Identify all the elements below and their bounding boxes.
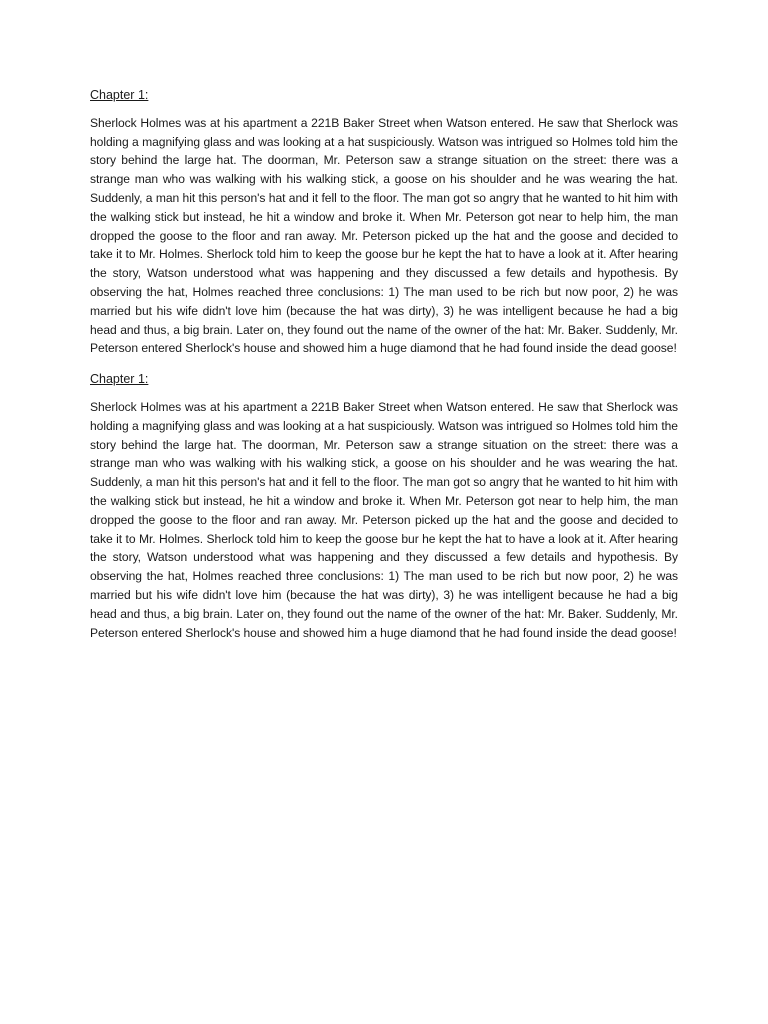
chapter-section: [90, 370, 678, 642]
chapter-section: [90, 86, 678, 358]
chapter-heading: Chapter 1:: [90, 88, 149, 102]
chapter-heading: Chapter 1:: [90, 372, 149, 387]
document-page: [90, 86, 678, 654]
chapter-body: Sherlock Holmes was at his apartment a 221B Baker Street when Watson entered. He saw that Sherlock was holding a magnifying glass and was looking at a hat suspiciously. Watson was intrigued so Holmes told him the story behind the large hat. The doorman, Mr. Peterson saw a strange situation on the street: there was a strange man who was walking with his walking stick, a goose on his shoulder and he was wearing the hat. Suddenly, a man hit this person's hat and it fell to the floor. The man got so angry that he wanted to hit him with the walking stick but instead, he hit a window and broke it. When Mr. Peterson got near to help him, the man dropped the goose to the floor and ran away. Mr. Peterson picked up the hat and the goose and decided to take it to Mr. Holmes. Sherlock told him to keep the goose bur he kept the hat to have a look at it. After hearing the story, Watson understood what was happening and they discussed a few details and hypothesis. By observing the hat, Holmes reached three conclusions: 1) The man used to be rich but now poor, 2) he was married but his wife didn't love him (because the hat was dirty), 3) he was intelligent because he had a big head and thus, a big brain. Later on, they found out the name of the owner of the hat: Mr. Baker. Suddenly, Mr. Peterson entered Sherlock's house and showed him a huge diamond that he had found inside the dead goose!: [90, 399, 678, 640]
chapter-body: Sherlock Holmes was at his apartment a 221B Baker Street when Watson entered. He saw that Sherlock was holding a magnifying glass and was looking at a hat suspiciously. Watson was intrigued so Holmes told him the story behind the large hat. The doorman, Mr. Peterson saw a strange situation on the street: there was a strange man who was walking with his walking stick, a goose on his shoulder and he was wearing the hat. Suddenly, a man hit this person's hat and it fell to the floor. The man got so angry that he wanted to hit him with the walking stick but instead, he hit a window and broke it. When Mr. Peterson got near to help him, the man dropped the goose to the floor and ran away. Mr. Peterson picked up the hat and the goose and decided to take it to Mr. Holmes. Sherlock told him to keep the goose bur he kept the hat to have a look at it. After hearing the story, Watson understood what was happening and they discussed a few details and hypothesis. By observing the hat, Holmes reached three conclusions: 1) The man used to be rich but now poor, 2) he was married but his wife didn't love him (because the hat was dirty), 3) he was intelligent because he had a big head and thus, a big brain. Later on, they found out the name of the owner of the hat: Mr. Baker. Suddenly, Mr. Peterson entered Sherlock's house and showed him a huge diamond that he had found inside the dead goose!: [90, 115, 678, 356]
